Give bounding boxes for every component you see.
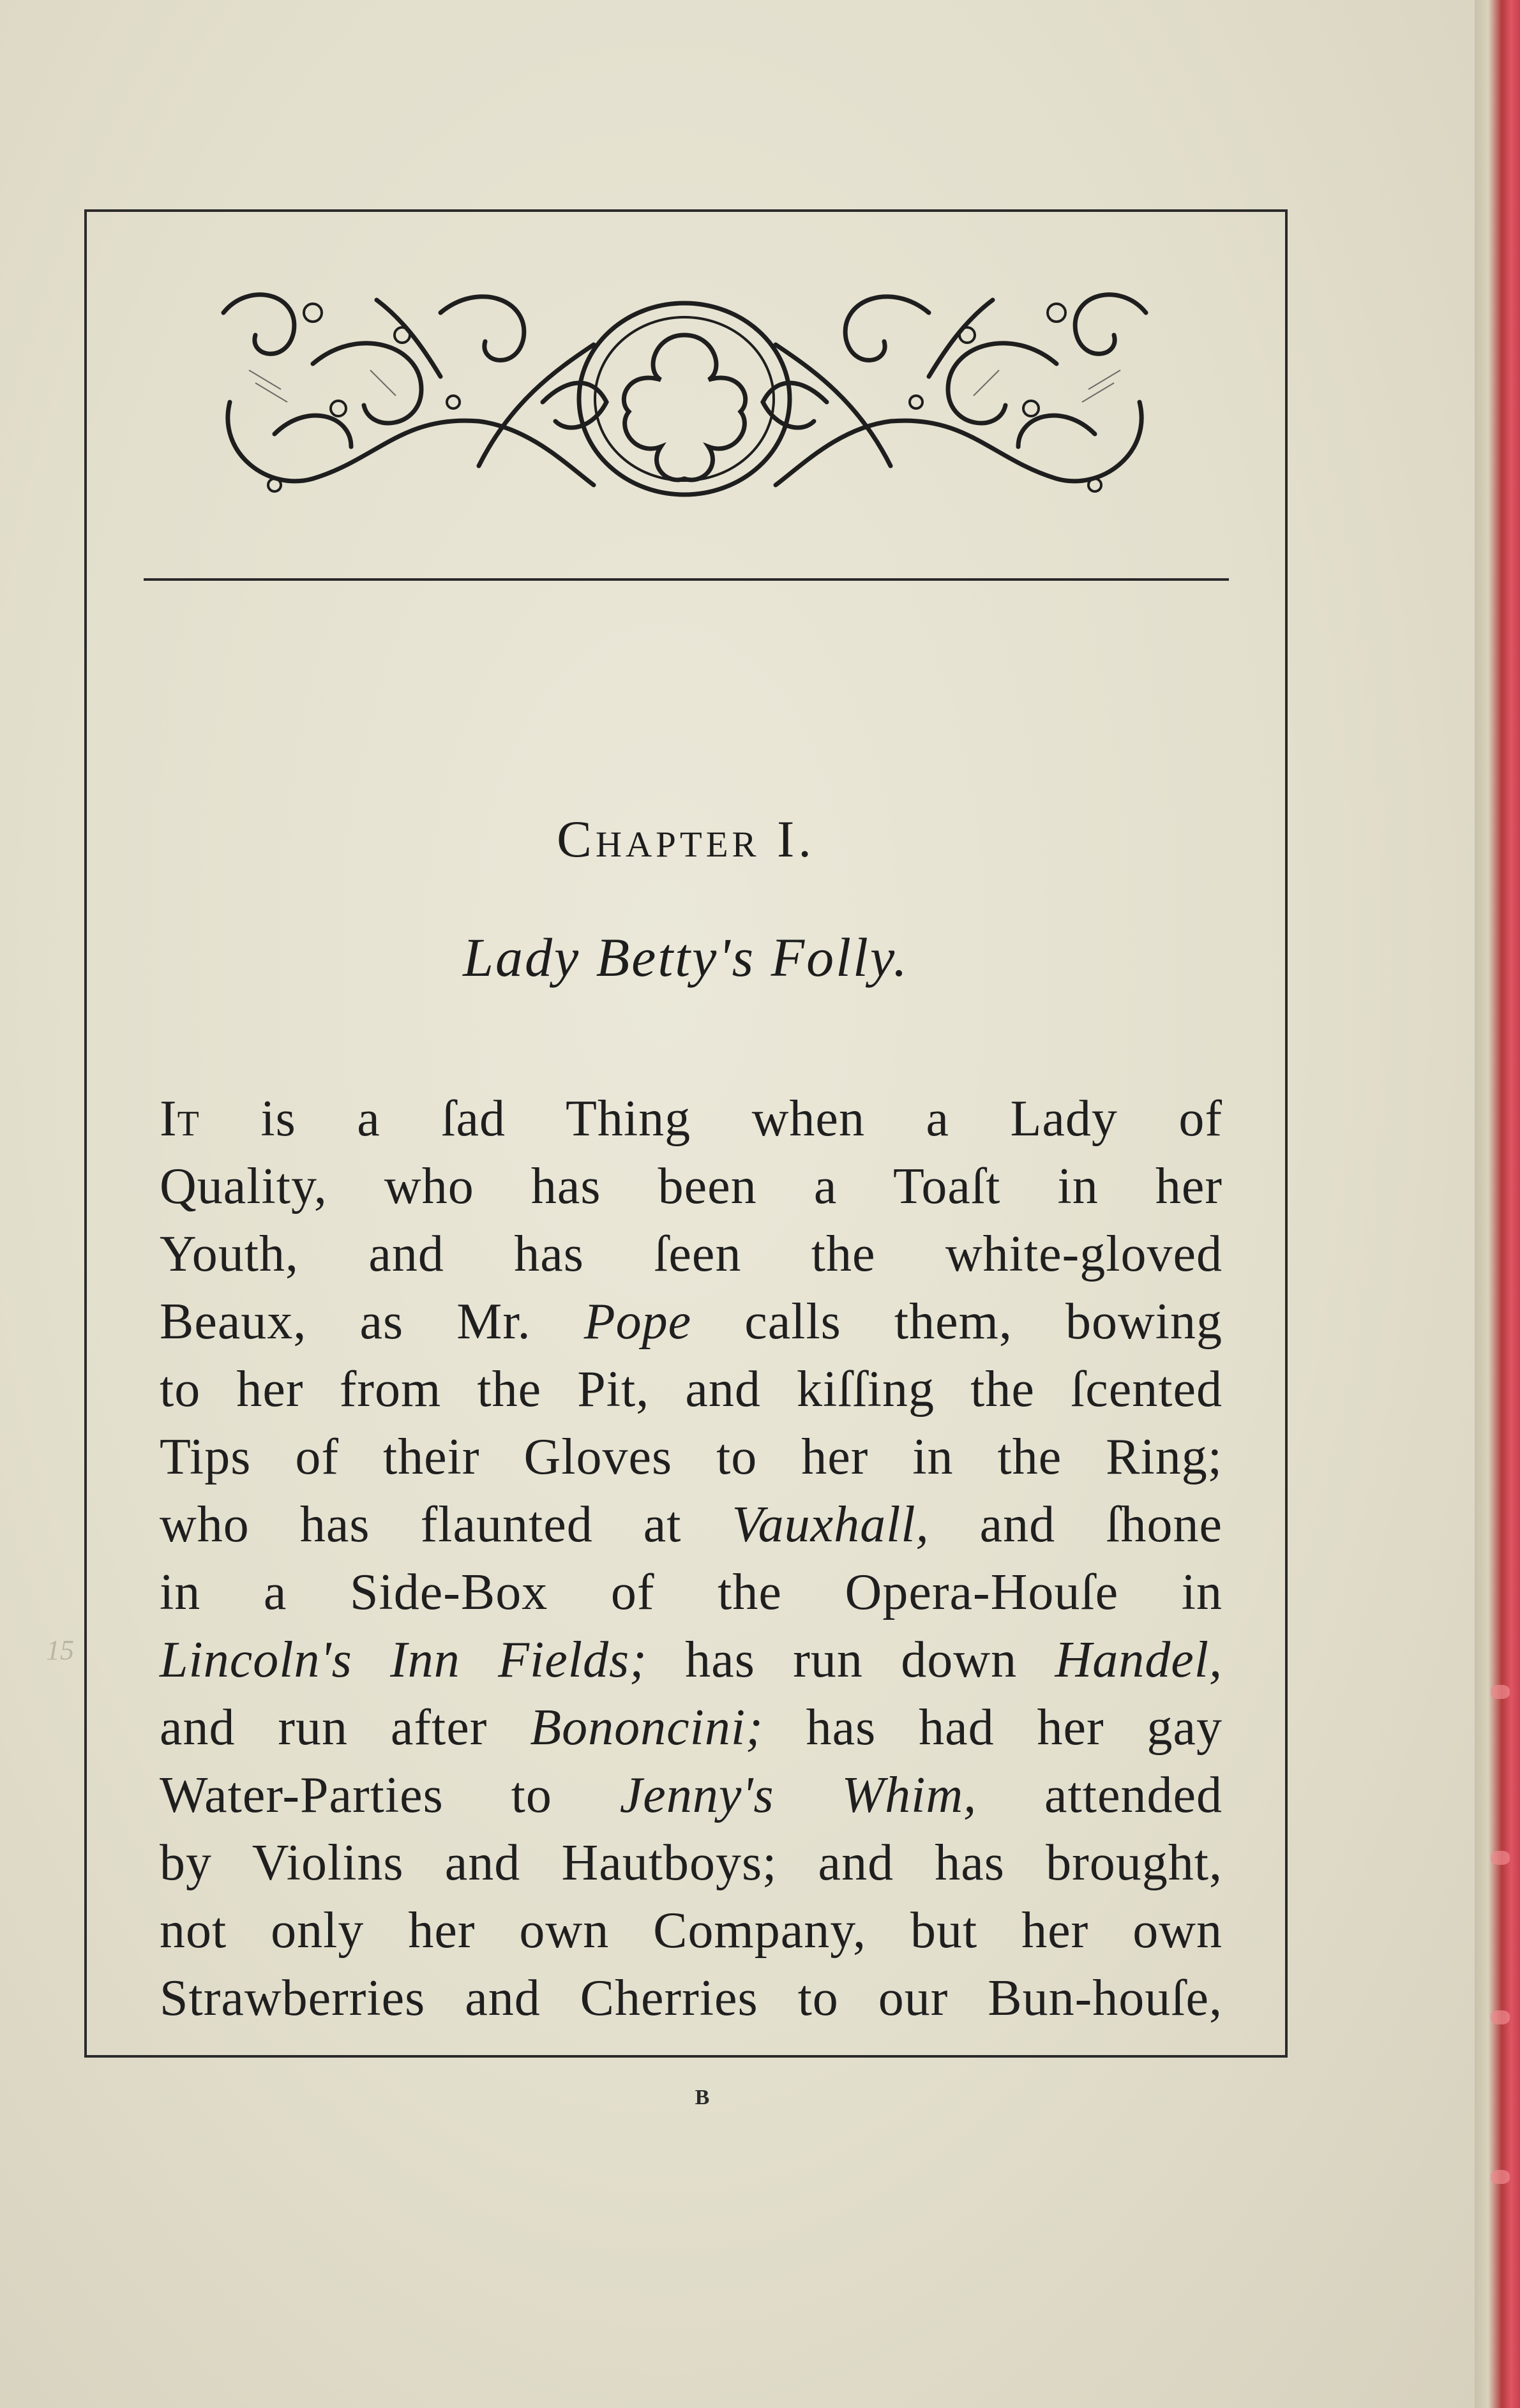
text-segment: Youth, and has ſeen the white-gloved — [160, 1226, 1223, 1282]
text-line — [160, 1626, 1223, 1694]
text-segment: and ſhone — [929, 1497, 1223, 1553]
text-line — [160, 1897, 1223, 1964]
text-segment: who has flaunted at — [160, 1497, 732, 1553]
italic-text: Handel, — [1055, 1632, 1223, 1688]
chapter-body-text — [160, 1085, 1223, 2032]
text-line — [160, 1220, 1223, 1288]
red-page-edge — [1475, 0, 1520, 2408]
text-segment: in a Side-Box of the Opera-Houſe in — [160, 1564, 1223, 1620]
signature-mark: B — [695, 2086, 710, 2109]
text-segment: Tips of their Gloves to her in the Ring; — [160, 1429, 1223, 1485]
text-segment: Quality, who has been a Toaſt in her — [160, 1158, 1223, 1215]
text-segment: is a ſad Thing when a Lady of — [199, 1091, 1223, 1147]
pencil-margin-note: 15 — [46, 1634, 74, 1666]
text-segment: It — [160, 1091, 200, 1147]
italic-text: Bononcini; — [530, 1700, 764, 1756]
text-segment: Water-Parties to — [160, 1767, 620, 1823]
text-segment: has run down — [647, 1632, 1055, 1688]
edge-speckle — [1491, 2170, 1510, 2184]
decorative-headpiece-ornament — [211, 274, 1159, 523]
text-line — [160, 1085, 1223, 1153]
italic-text: Vauxhall, — [732, 1497, 929, 1553]
text-segment: by Violins and Hautboys; and has brought, — [160, 1835, 1223, 1891]
headpiece-rule — [144, 578, 1229, 581]
text-segment: and run after — [160, 1700, 530, 1756]
italic-text: Lincoln's Inn Fields; — [160, 1632, 647, 1688]
text-segment: has had her gay — [763, 1700, 1223, 1756]
italic-text: Jenny's Whim, — [619, 1767, 977, 1823]
text-line — [160, 1964, 1223, 2032]
text-segment: not only her own Company, but her own — [160, 1903, 1223, 1959]
text-line — [160, 1559, 1223, 1626]
chapter-subtitle: Lady Betty's Folly. — [463, 927, 909, 988]
edge-speckle — [1491, 1685, 1510, 1699]
text-line — [160, 1491, 1223, 1559]
chapter-title: Chapter I. — [557, 810, 815, 868]
text-line — [160, 1288, 1223, 1356]
italic-text: Pope — [583, 1294, 692, 1350]
edge-speckle — [1491, 1851, 1510, 1865]
text-segment: Strawberries and Cherries to our Bun-houſe, — [160, 1970, 1223, 2026]
edge-speckle — [1491, 2010, 1510, 2024]
text-segment: Beaux, as Mr. — [160, 1294, 584, 1350]
text-line — [160, 1829, 1223, 1897]
text-line — [160, 1423, 1223, 1491]
text-segment: calls them, bowing — [691, 1294, 1223, 1350]
text-segment: to her from the Pit, and kiſſing the ſcented — [160, 1361, 1223, 1417]
text-line — [160, 1761, 1223, 1829]
text-line — [160, 1153, 1223, 1220]
text-line — [160, 1694, 1223, 1761]
text-line — [160, 1356, 1223, 1423]
text-segment: attended — [977, 1767, 1223, 1823]
